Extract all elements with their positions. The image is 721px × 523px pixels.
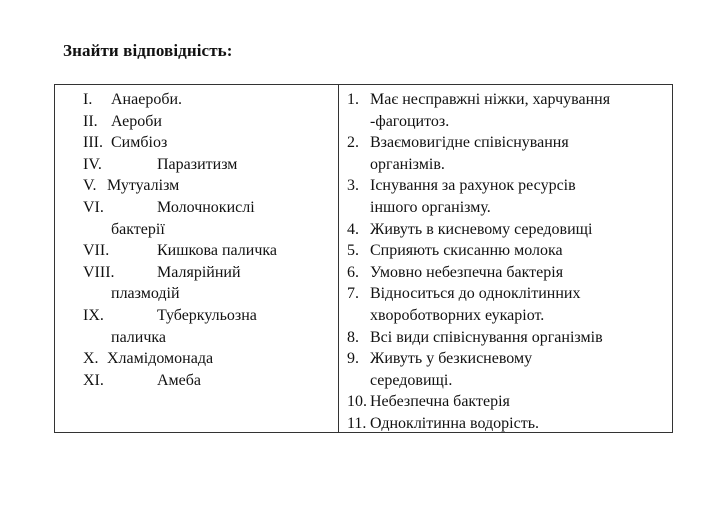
right-item-text: Всі види співіснування організмів bbox=[370, 328, 603, 346]
right-item-text: Живуть в кисневому середовищі bbox=[370, 220, 593, 238]
right-item-number: 6. bbox=[347, 263, 359, 281]
left-item-text: Мутуалізм bbox=[107, 177, 180, 195]
left-item-number: VIII. bbox=[83, 263, 115, 281]
right-column bbox=[339, 85, 672, 432]
right-item-text: Умовно небезпечна бактерія bbox=[370, 263, 564, 281]
right-item-number: 2. bbox=[347, 134, 359, 152]
left-item-text-cont: паличка bbox=[111, 328, 167, 346]
right-item-text: Небезпечна бактерія bbox=[370, 393, 510, 411]
left-item-number: V. bbox=[83, 177, 97, 195]
left-item-number: VII. bbox=[83, 242, 110, 260]
right-item-number: 4. bbox=[347, 220, 359, 238]
right-item-text: Сприяють скисанню молока bbox=[370, 242, 563, 260]
left-item-text: Хламідомонада bbox=[107, 350, 214, 368]
right-item-number: 8. bbox=[347, 328, 359, 346]
right-item-text: Взаємовигідне співіснування bbox=[370, 134, 569, 152]
right-item-number: 5. bbox=[347, 242, 359, 260]
right-item-number: 9. bbox=[347, 350, 359, 368]
left-item-text: Паразитизм bbox=[157, 155, 238, 173]
left-item-text: Симбіоз bbox=[111, 134, 168, 152]
left-item-text: Малярійний bbox=[157, 263, 241, 281]
left-item-number: VI. bbox=[83, 199, 104, 216]
matching-table bbox=[54, 84, 673, 433]
right-item-number: 7. bbox=[347, 285, 359, 303]
right-item-text: Існування за рахунок ресурсів bbox=[370, 177, 576, 195]
left-item-text-cont: бактерії bbox=[111, 220, 165, 238]
left-item-number: XI. bbox=[83, 371, 104, 389]
right-item-text-cont: середовищі. bbox=[370, 371, 453, 389]
right-item-text: Одноклітинна водорість. bbox=[370, 415, 539, 432]
right-item-number: 10. bbox=[347, 393, 367, 411]
right-item-text-cont: іншого організму. bbox=[370, 198, 491, 216]
left-item-text: Анаероби. bbox=[111, 91, 183, 108]
right-item-text: Має несправжні ніжки, харчування bbox=[370, 91, 611, 108]
right-item-text: Відноситься до одноклітинних bbox=[370, 285, 581, 303]
left-item-text: Амеба bbox=[157, 371, 202, 389]
left-item-text: Кишкова паличка bbox=[157, 242, 277, 260]
right-item-number: 11. bbox=[347, 415, 367, 432]
right-item-text-cont: -фагоцитоз. bbox=[370, 112, 450, 130]
left-item-text: Туберкульозна bbox=[157, 307, 257, 324]
left-item-number: X. bbox=[83, 350, 99, 368]
left-column bbox=[55, 85, 339, 432]
page-title: Знайти відповідність: bbox=[63, 41, 233, 60]
left-item-text: Молочнокислі bbox=[157, 199, 255, 216]
left-item-number: IV. bbox=[83, 155, 102, 173]
left-item-text: Аероби bbox=[111, 112, 162, 130]
right-item-number: 3. bbox=[347, 177, 359, 195]
right-item-text-cont: організмів. bbox=[370, 155, 445, 173]
right-item-text: Живуть у безкисневому bbox=[370, 350, 533, 368]
left-item-number: III. bbox=[83, 134, 103, 152]
left-item-text-cont: плазмодій bbox=[111, 285, 180, 303]
right-item-text-cont: хвороботворних еукаріот. bbox=[370, 306, 545, 324]
left-item-number: II. bbox=[83, 112, 98, 130]
right-item-number: 1. bbox=[347, 91, 359, 108]
left-item-number: IX. bbox=[83, 307, 104, 324]
left-item-number: I. bbox=[83, 91, 93, 108]
